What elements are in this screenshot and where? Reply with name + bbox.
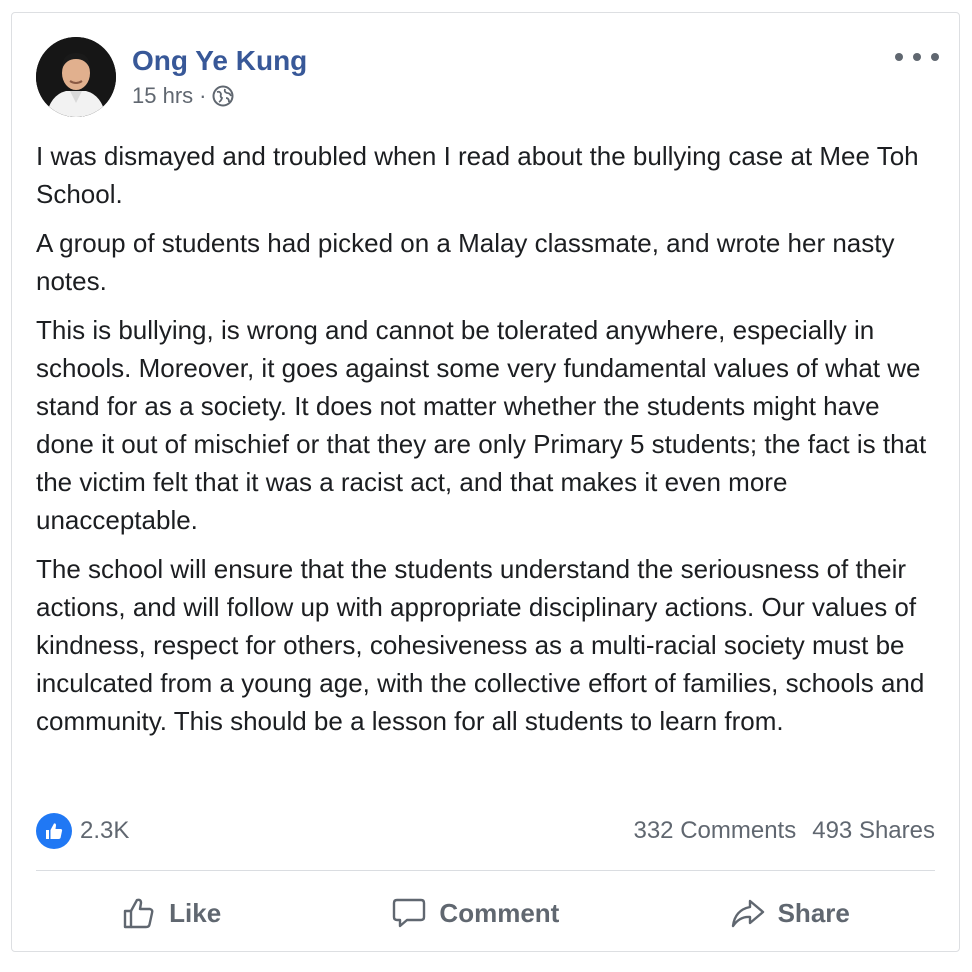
avatar[interactable] [36, 37, 116, 117]
globe-icon[interactable] [212, 85, 234, 107]
engagement-counts [633, 817, 935, 845]
post-meta [132, 83, 234, 109]
like-reaction-icon [36, 813, 72, 849]
comment-bubble-icon [391, 895, 427, 931]
thumbs-up-icon [121, 895, 157, 931]
post-paragraph: The school will ensure that the students understand the seriousness of their actions, and will follow up with appropriate disciplinary actions. Our values of kindness, respect for others, cohesiveness as a multi-racial society must be inculcated from a young age, with the collective effort of families, schools and community. This should be a lesson for all students to learn from. [36, 554, 925, 736]
meta-separator: · [199, 83, 207, 108]
like-button[interactable] [101, 889, 241, 937]
shares-count-link[interactable]: 493 Shares [812, 817, 935, 844]
reactions-summary[interactable] [36, 813, 129, 849]
more-options-icon[interactable] [895, 45, 939, 69]
like-button-label: Like [169, 897, 222, 928]
post-paragraph: This is bullying, is wrong and cannot be tolerated anywhere, especially in schools. Moreover, it goes against some very fundamental values of what we stand for as a society. It does not matter whether the students might have done it out of mischief or that they are only Primary 5 students; the fact is that the victim felt that it was a racist act, and that makes it even more unacceptable. [36, 315, 927, 535]
post-paragraph: A group of students had picked on a Malay classmate, and wrote her nasty notes. [36, 228, 895, 296]
share-button-label: Share [777, 897, 850, 928]
author-name[interactable]: Ong Ye Kung [132, 45, 308, 76]
post-card [11, 12, 960, 952]
share-button[interactable] [710, 889, 870, 937]
comments-count-link[interactable]: 332 Comments [633, 817, 797, 844]
action-divider [36, 870, 935, 871]
post-paragraph: I was dismayed and troubled when I read about the bullying case at Mee Toh School. [36, 141, 919, 209]
action-bar [36, 885, 935, 941]
more-dot [913, 53, 921, 61]
avatar-photo-icon [36, 37, 116, 117]
comment-button-label: Comment [439, 897, 560, 928]
share-arrow-icon [730, 895, 766, 931]
comment-button[interactable] [371, 889, 579, 937]
more-dot [931, 53, 939, 61]
post-timestamp[interactable]: 15 hrs [132, 83, 194, 108]
post-stats [36, 813, 935, 849]
post-body [36, 137, 936, 751]
post-header [36, 37, 939, 121]
reaction-count: 2.3K [80, 817, 130, 844]
more-dot [895, 53, 903, 61]
